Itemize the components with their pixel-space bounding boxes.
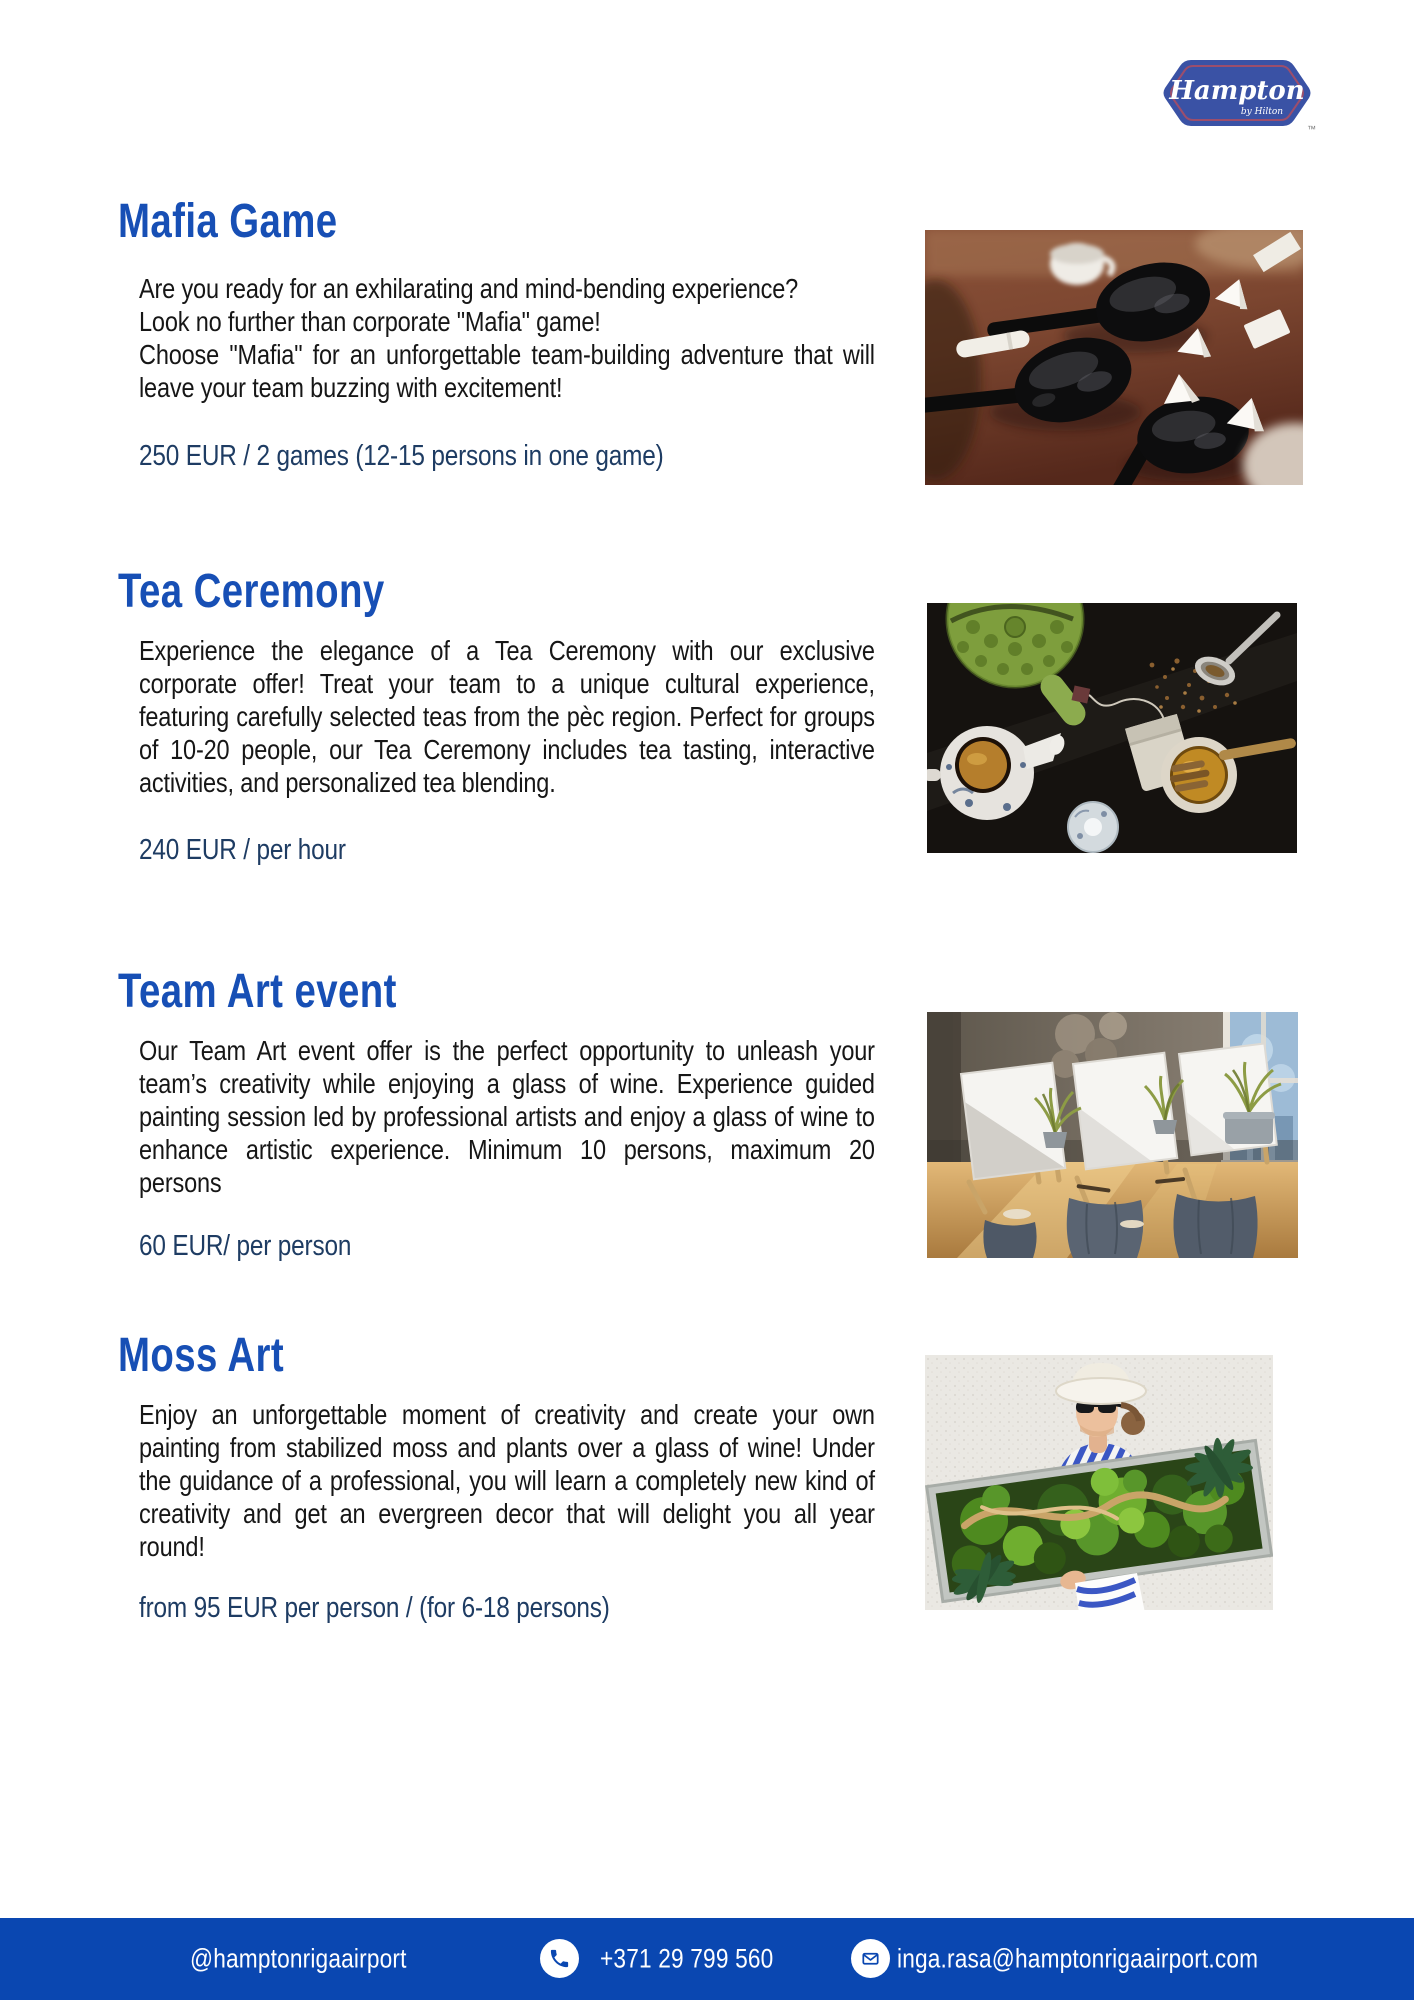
- section-body-tea-ceremony: [139, 634, 875, 799]
- section-paragraph: Are you ready for an exhilarating and mind-bending experience?: [139, 273, 799, 304]
- mail-icon: [851, 1939, 890, 1978]
- section-body-moss-art: [139, 1398, 875, 1563]
- team-art-event-photo: [927, 1012, 1298, 1258]
- moss-art-illustration: [925, 1355, 1273, 1610]
- team-art-event-illustration: [927, 1012, 1298, 1258]
- section-paragraph: Look no further than corporate "Mafia" game!: [139, 306, 601, 337]
- logo-subtitle-text: by Hilton: [1240, 107, 1284, 117]
- hampton-logo-shield: [1162, 54, 1312, 132]
- footer-bar: [0, 1918, 1414, 2000]
- section-title-mafia-game: Mafia Game: [118, 195, 338, 248]
- section-title-team-art-event: Team Art event: [118, 965, 397, 1018]
- tea-ceremony-illustration: [927, 603, 1297, 853]
- section-price-moss-art: from 95 EUR per person / (for 6-18 persons): [139, 1592, 610, 1624]
- instagram-handle: @hamptonrigaairport: [190, 1943, 407, 1974]
- tea-ceremony-photo: [927, 603, 1297, 853]
- moss-art-photo: [925, 1355, 1273, 1610]
- section-paragraph: Enjoy an unforgettable moment of creativity and create your own painting from stabilized moss and plants over a glass of wine! Under the guidance of a professional, you will learn a completely new kind of creativity and get an evergreen decor that will delight you all year round!: [139, 1399, 875, 1562]
- section-body-team-art-event: [139, 1034, 875, 1199]
- logo-brand-text: Hampton: [1169, 76, 1305, 106]
- mafia-game-illustration: [925, 230, 1303, 485]
- section-title-moss-art: Moss Art: [118, 1329, 285, 1382]
- phone-number: +371 29 799 560: [600, 1943, 774, 1974]
- section-price-tea-ceremony: 240 EUR / per hour: [139, 834, 346, 866]
- email-address: inga.rasa@hamptonrigaairport.com: [897, 1943, 1259, 1974]
- section-title-tea-ceremony: Tea Ceremony: [118, 565, 385, 618]
- section-paragraph: Choose "Mafia" for an unforgettable team-building adventure that will leave your team buzzing with excitement!: [139, 339, 875, 403]
- section-price-mafia-game: 250 EUR / 2 games (12-15 persons in one game): [139, 440, 664, 472]
- mafia-game-photo: [925, 230, 1303, 485]
- section-paragraph: Experience the elegance of a Tea Ceremony with our exclusive corporate offer! Treat your team to a unique cultural experience, featuring carefully selected teas from the pèc region. Perfect for groups of 10-20 people, our Tea Ceremony includes tea tasting, interactive activities, and personalized tea blending.: [139, 635, 875, 798]
- trademark-symbol: ™: [1307, 124, 1316, 134]
- hampton-logo: [1162, 54, 1316, 138]
- section-price-team-art-event: 60 EUR/ per person: [139, 1230, 352, 1262]
- envelope-glyph: [859, 1947, 882, 1970]
- phone-glyph: [548, 1947, 571, 1970]
- section-paragraph: Our Team Art event offer is the perfect opportunity to unleash your team’s creativity while enjoying a glass of wine. Experience guided painting session led by professional artists and enjoy a glass of wine to enhance artistic experience. Minimum 10 persons, maximum 20 persons: [139, 1035, 875, 1198]
- phone-icon: [540, 1939, 579, 1978]
- section-body-mafia-game: [139, 272, 875, 404]
